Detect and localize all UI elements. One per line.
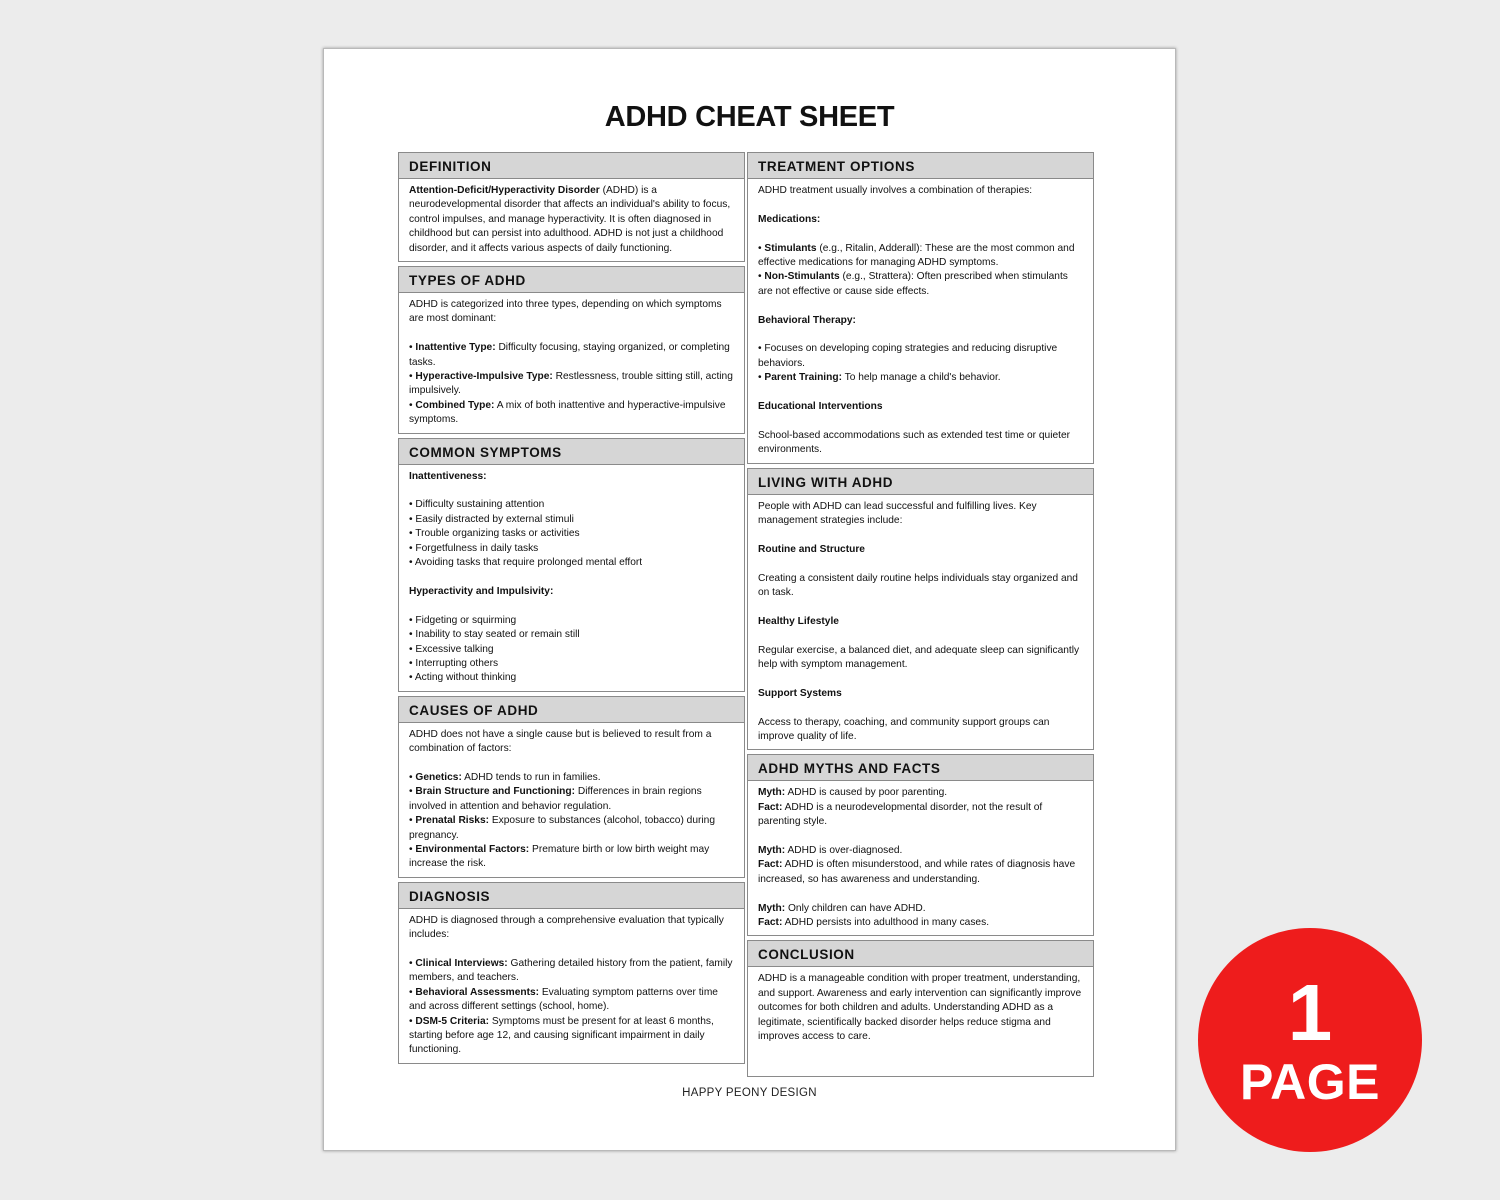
item-text: Focuses on developing coping strategies and reducing disruptive behaviors. bbox=[758, 343, 1058, 369]
myth-line bbox=[758, 786, 1083, 800]
block-text: Access to therapy, coaching, and community support groups can improve quality of life. bbox=[758, 716, 1050, 743]
section-body bbox=[399, 723, 744, 877]
item-text: Interrupting others bbox=[415, 657, 499, 669]
causes-section bbox=[398, 696, 745, 878]
item-label: Prenatal Risks: bbox=[415, 815, 490, 827]
item-text: Inability to stay seated or remain still bbox=[415, 629, 580, 641]
item-label: Parent Training: bbox=[764, 372, 842, 384]
badge-word: PAGE bbox=[1240, 1054, 1380, 1110]
item-text: Acting without thinking bbox=[414, 672, 517, 684]
list-item: • Clinical Interviews: Gathering detailed history from the patient, family members, and teachers. bbox=[409, 957, 733, 984]
section-heading: CAUSES OF ADHD bbox=[399, 697, 744, 723]
section-heading: DEFINITION bbox=[399, 153, 744, 179]
list-item: • Acting without thinking bbox=[409, 672, 517, 684]
right-column bbox=[747, 152, 1094, 1081]
symptoms-section bbox=[398, 438, 745, 692]
item-text: Evaluating symptom patterns over time and across different settings (school, home). bbox=[409, 986, 718, 1013]
section-body bbox=[748, 781, 1093, 935]
list-item: • Inability to stay seated or remain still bbox=[409, 629, 580, 641]
item-text: (e.g., Strattera): Often prescribed when stimulants are not effective or cause side effects. bbox=[758, 271, 1068, 297]
list-item: • Genetics: ADHD tends to run in families. bbox=[409, 771, 601, 783]
subheading: Support Systems bbox=[758, 687, 842, 699]
section-body bbox=[399, 293, 744, 433]
section-heading: LIVING WITH ADHD bbox=[748, 469, 1093, 495]
item-text: Premature birth or low birth weight may increase the risk. bbox=[409, 843, 710, 870]
item-label: Environmental Factors: bbox=[415, 843, 530, 855]
fact-text: ADHD is often misunderstood, and while rates of diagnosis have increased, so has awareness and understanding. bbox=[758, 859, 1076, 885]
list-item: • Avoiding tasks that require prolonged mental effort bbox=[409, 557, 643, 569]
list-item: • Easily distracted by external stimuli bbox=[409, 513, 574, 525]
item-text: Difficulty sustaining attention bbox=[415, 499, 545, 511]
list-item: • Hyperactive-Impulsive Type: Restlessness, trouble sitting still, acting impulsively. bbox=[409, 371, 733, 397]
list-item: • Non-Stimulants (e.g., Strattera): Often prescribed when stimulants are not effective or cause side effects. bbox=[758, 271, 1068, 297]
subheading: Medications: bbox=[758, 213, 821, 225]
list-item: • Excessive talking bbox=[409, 643, 494, 655]
section-heading: CONCLUSION bbox=[748, 941, 1093, 967]
diagnosis-section bbox=[398, 882, 745, 1064]
page-title: ADHD CHEAT SHEET bbox=[604, 101, 895, 133]
section-body bbox=[399, 909, 744, 1063]
item-text: Excessive talking bbox=[415, 643, 494, 655]
definition-paragraph bbox=[409, 184, 734, 256]
myth-text: Only children can have ADHD. bbox=[785, 902, 926, 914]
section-body bbox=[399, 465, 744, 691]
educational-text: School-based accommodations such as extended test time or quieter environments. bbox=[758, 429, 1071, 456]
treatment-intro: ADHD treatment usually involves a combination of therapies: bbox=[758, 185, 1033, 196]
item-text: Fidgeting or squirming bbox=[415, 614, 517, 626]
item-label: Combined Type: bbox=[415, 399, 495, 411]
types-intro: ADHD is categorized into three types, depending on which symptoms are most dominant: bbox=[409, 299, 722, 325]
living-section bbox=[747, 468, 1094, 751]
section-heading: COMMON SYMPTOMS bbox=[399, 439, 744, 465]
item-text: A mix of both inattentive and hyperactive-impulsive symptoms. bbox=[409, 399, 726, 426]
subheading: Healthy Lifestyle bbox=[758, 615, 839, 627]
section-body bbox=[748, 495, 1093, 750]
subheading: Routine and Structure bbox=[758, 543, 865, 555]
list-item: • Environmental Factors: Premature birth or low birth weight may increase the risk. bbox=[409, 843, 710, 870]
types-section bbox=[398, 266, 745, 434]
item-text: Gathering detailed history from the patient, family members, and teachers. bbox=[409, 957, 733, 984]
fact-line bbox=[758, 801, 1083, 830]
section-body bbox=[748, 967, 1093, 1049]
myth-line bbox=[758, 844, 1083, 858]
definition-term: Attention-Deficit/Hyperactivity Disorder bbox=[409, 185, 600, 196]
item-text: Avoiding tasks that require prolonged mental effort bbox=[414, 557, 643, 569]
item-label: Hyperactive-Impulsive Type: bbox=[415, 371, 553, 383]
item-text: Symptoms must be present for at least 6 months, starting before age 12, and causing significant impairment in daily functioning. bbox=[409, 1015, 714, 1056]
list-item: • Stimulants (e.g., Ritalin, Adderall): These are the most common and effective medications for managing ADHD symptoms. bbox=[758, 242, 1075, 268]
list-item: • Interrupting others bbox=[409, 657, 499, 669]
myth-text: ADHD is over-diagnosed. bbox=[785, 845, 903, 857]
list-item: • Focuses on developing coping strategies and reducing disruptive behaviors. bbox=[758, 343, 1058, 369]
item-text: (e.g., Ritalin, Adderall): These are the most common and effective medications for managing ADHD symptoms. bbox=[758, 242, 1075, 268]
fact-text: ADHD persists into adulthood in many cases. bbox=[782, 917, 990, 929]
item-label: Inattentive Type: bbox=[415, 342, 496, 354]
item-label: Genetics: bbox=[415, 771, 462, 783]
list-item: • Trouble organizing tasks or activities bbox=[409, 528, 580, 540]
definition-section bbox=[398, 152, 745, 262]
list-item: • DSM-5 Criteria: Symptoms must be present for at least 6 months, starting before age 12, and causing significant impairment in daily functioning. bbox=[409, 1015, 714, 1056]
conclusion-text: ADHD is a manageable condition with proper treatment, understanding, and support. Awareness and early intervention can significantly improve outcomes for both children and adults. Understanding ADHD as a legitimate, scientifically backed disorder helps reduce stigma and improves access to care. bbox=[758, 973, 1082, 1043]
living-intro: People with ADHD can lead successful and fulfilling lives. Key management strategies include: bbox=[758, 500, 1037, 527]
list-item: • Difficulty sustaining attention bbox=[409, 499, 545, 511]
item-label: Non-Stimulants bbox=[764, 271, 840, 283]
item-text: Trouble organizing tasks or activities bbox=[415, 528, 580, 540]
fact-label: Fact: bbox=[758, 917, 783, 929]
list-item: • Behavioral Assessments: Evaluating symptom patterns over time and across different settings (school, home). bbox=[409, 986, 718, 1013]
myth-label: Myth: bbox=[758, 787, 786, 799]
item-text: Exposure to substances (alcohol, tobacco) during pregnancy. bbox=[409, 815, 715, 841]
section-heading: TREATMENT OPTIONS bbox=[748, 153, 1093, 179]
myth-label: Myth: bbox=[758, 845, 786, 857]
list-item: • Fidgeting or squirming bbox=[409, 614, 517, 626]
fact-label: Fact: bbox=[758, 801, 783, 813]
subheading: Behavioral Therapy: bbox=[758, 314, 856, 326]
list-item: • Forgetfulness in daily tasks bbox=[409, 542, 539, 554]
section-heading: TYPES OF ADHD bbox=[399, 267, 744, 293]
item-text: Restlessness, trouble sitting still, acting impulsively. bbox=[409, 371, 733, 397]
item-text: Easily distracted by external stimuli bbox=[415, 513, 574, 525]
badge-number: 1 bbox=[1287, 968, 1333, 1057]
section-body bbox=[748, 179, 1093, 463]
brand-footer: HAPPY PEONY DESIGN bbox=[682, 1087, 817, 1099]
subheading: Hyperactivity and Impulsivity: bbox=[409, 585, 554, 597]
item-text: Difficulty focusing, staying organized, or completing tasks. bbox=[409, 342, 730, 368]
item-label: Stimulants bbox=[764, 242, 817, 254]
item-label: Brain Structure and Functioning: bbox=[415, 786, 576, 798]
item-text: To help manage a child's behavior. bbox=[841, 372, 1001, 384]
myth-text: ADHD is caused by poor parenting. bbox=[785, 787, 948, 799]
block-text: Regular exercise, a balanced diet, and adequate sleep can significantly help with symptom management. bbox=[758, 644, 1080, 671]
diagnosis-intro: ADHD is diagnosed through a comprehensive evaluation that typically includes: bbox=[409, 914, 724, 941]
section-heading: ADHD MYTHS AND FACTS bbox=[748, 755, 1093, 781]
item-label: Clinical Interviews: bbox=[415, 957, 508, 969]
list-item: • Combined Type: A mix of both inattentive and hyperactive-impulsive symptoms. bbox=[409, 399, 726, 426]
item-text: Forgetfulness in daily tasks bbox=[415, 542, 539, 554]
causes-intro: ADHD does not have a single cause but is believed to result from a combination of factors: bbox=[409, 728, 712, 755]
page-count-badge bbox=[1198, 928, 1422, 1152]
list-item: • Inattentive Type: Difficulty focusing, staying organized, or completing tasks. bbox=[409, 342, 730, 368]
section-heading: DIAGNOSIS bbox=[399, 883, 744, 909]
item-label: DSM-5 Criteria: bbox=[415, 1015, 489, 1027]
fact-line bbox=[758, 858, 1083, 887]
list-item: • Parent Training: To help manage a child's behavior. bbox=[758, 372, 1001, 384]
cheat-sheet-page bbox=[323, 48, 1176, 1151]
myth-label: Myth: bbox=[758, 902, 786, 914]
list-item: • Brain Structure and Functioning: Differences in brain regions involved in attention and behavior regulation. bbox=[409, 786, 702, 812]
myths-section bbox=[747, 754, 1094, 936]
subheading: Educational Interventions bbox=[758, 401, 883, 413]
myth-line bbox=[758, 902, 1083, 916]
subheading: Inattentiveness: bbox=[409, 470, 487, 482]
item-text: Differences in brain regions involved in attention and behavior regulation. bbox=[409, 786, 702, 812]
conclusion-section bbox=[747, 940, 1094, 1077]
section-body bbox=[399, 179, 744, 261]
block-text: Creating a consistent daily routine helps individuals stay organized and on task. bbox=[758, 572, 1078, 599]
list-item: • Prenatal Risks: Exposure to substances (alcohol, tobacco) during pregnancy. bbox=[409, 815, 715, 841]
left-column bbox=[398, 152, 745, 1068]
treatment-section bbox=[747, 152, 1094, 464]
item-text: ADHD tends to run in families. bbox=[461, 771, 601, 783]
fact-line bbox=[758, 916, 1083, 930]
fact-text: ADHD is a neurodevelopmental disorder, not the result of parenting style. bbox=[758, 801, 1043, 828]
item-label: Behavioral Assessments: bbox=[415, 986, 540, 998]
definition-text: (ADHD) is a neurodevelopmental disorder that affects an individual's ability to focus, control impulses, and manage hyperactivity. It is often diagnosed in childhood but can persist into adulthood. ADHD is not just a childhood disorder, and it affects various aspects of daily functioning. bbox=[409, 185, 731, 254]
fact-label: Fact: bbox=[758, 859, 783, 871]
